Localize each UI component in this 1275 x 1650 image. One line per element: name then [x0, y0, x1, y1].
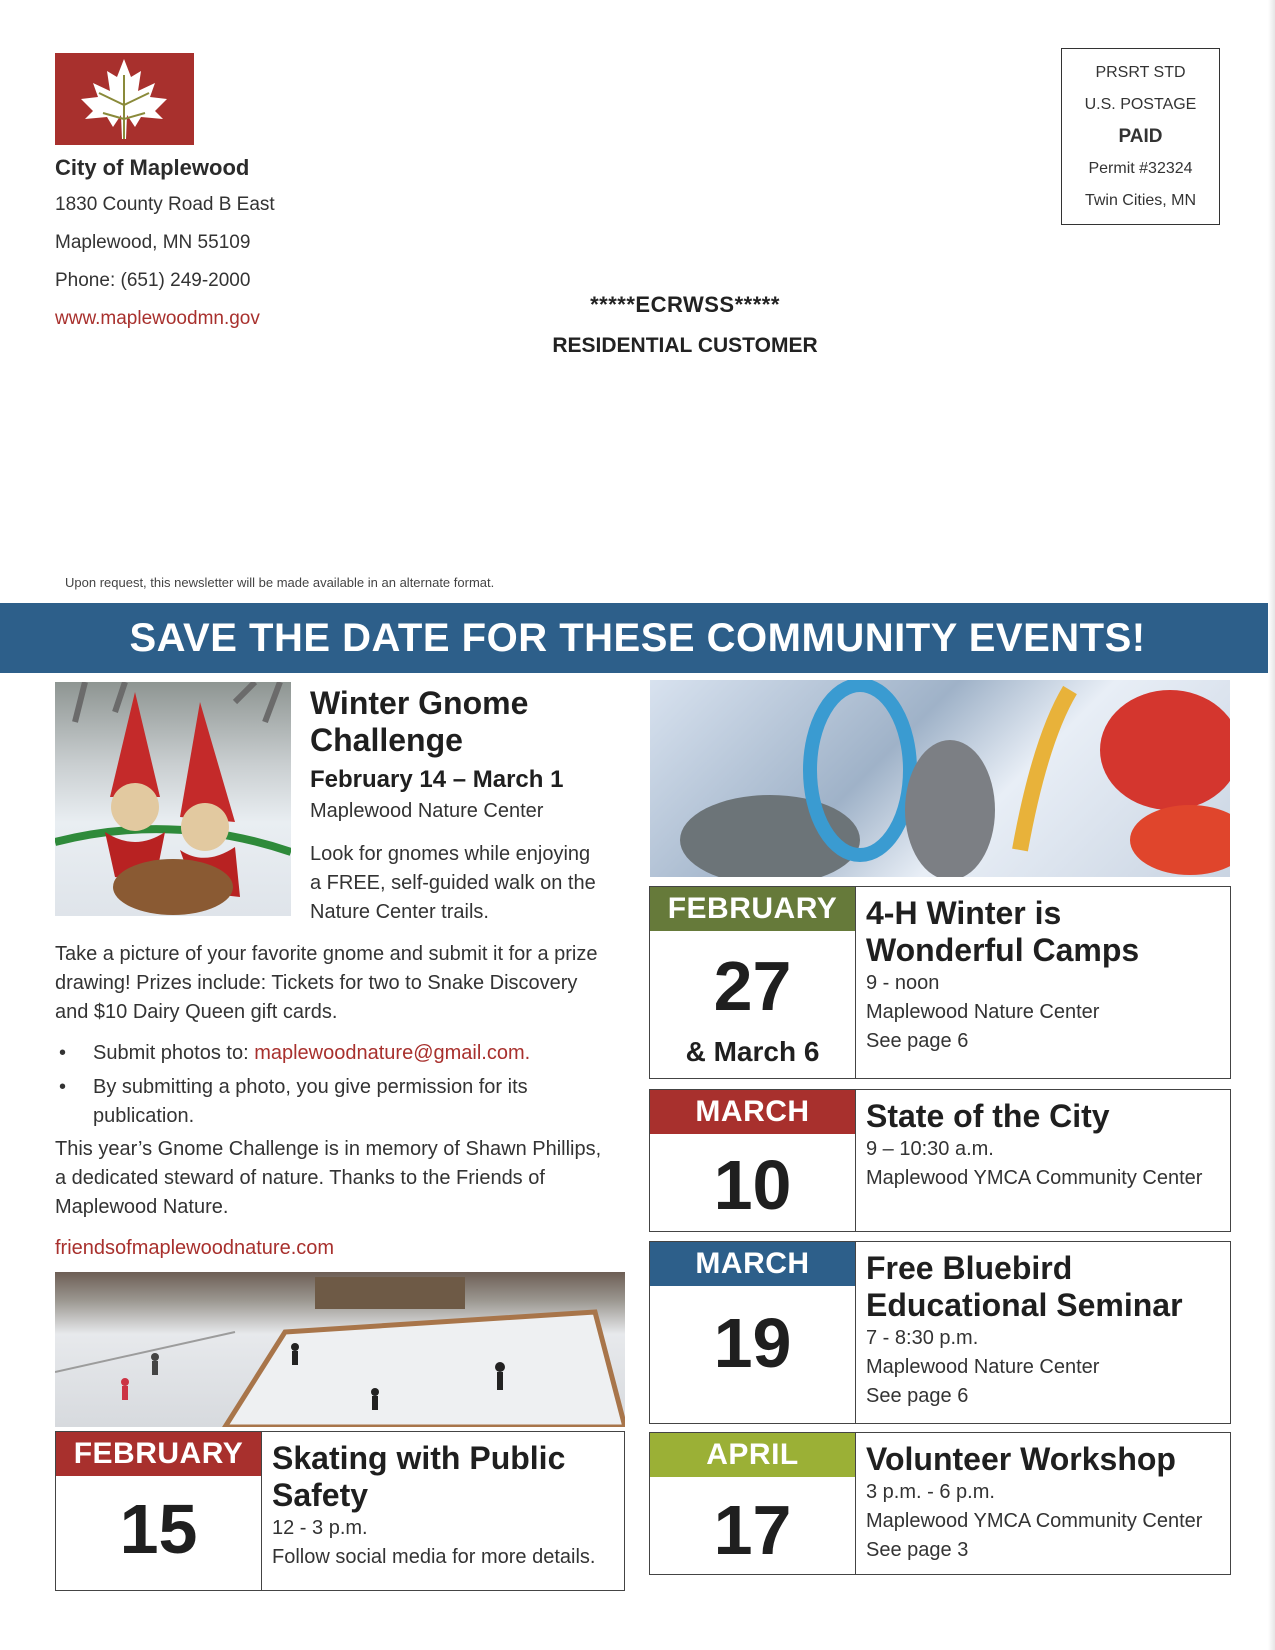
phone-number: Phone: (651) 249-2000 [55, 270, 251, 291]
event-time: 7 - 8:30 p.m. [866, 1327, 979, 1349]
paragraph-line: drawing! Prizes include: Tickets for two to Snake Discovery [55, 972, 578, 994]
street-address: 1830 County Road B East [55, 194, 275, 215]
event-date-block [650, 1433, 856, 1574]
event-card[interactable] [649, 1089, 1231, 1232]
memorial-paragraph [55, 1135, 630, 1222]
event-time: 9 – 10:30 a.m. [866, 1138, 994, 1160]
bullet-text: By submitting a photo, you give permission for its [93, 1076, 528, 1098]
paragraph-line: Maplewood Nature. [55, 1196, 229, 1218]
event-day: 15 [119, 1490, 198, 1568]
bullet-text: publication. [93, 1105, 195, 1127]
postage-line: U.S. POSTAGE [1084, 96, 1197, 113]
event-time: 12 - 3 p.m. [272, 1517, 368, 1539]
event-card[interactable] [649, 1241, 1231, 1424]
page-edge [1268, 0, 1275, 1650]
event-month: FEBRUARY [650, 887, 855, 931]
event-info [866, 895, 1139, 1056]
paragraph-line: and $10 Dairy Queen gift cards. [55, 1001, 338, 1023]
event-date-block [650, 1090, 856, 1231]
event-detail: Follow social media for more details. [272, 1546, 596, 1568]
event-location: Maplewood Nature Center [866, 1001, 1100, 1023]
event-extra-date: & March 6 [685, 1036, 820, 1067]
event-title: State of the City [866, 1098, 1110, 1134]
paragraph-line: a dedicated steward of nature. Thanks to the Friends of [55, 1167, 545, 1189]
postage-indicia [1061, 48, 1220, 225]
event-info [866, 1441, 1202, 1565]
event-day: 19 [713, 1304, 792, 1382]
save-the-date-banner: SAVE THE DATE FOR THESE COMMUNITY EVENTS! [0, 603, 1275, 673]
postage-paid: PAID [1118, 126, 1163, 147]
event-date-block [56, 1432, 262, 1590]
event-title: Volunteer Workshop [866, 1441, 1176, 1477]
gnome-desc-line: a FREE, self-guided walk on the [310, 872, 596, 894]
event-title: Wonderful Camps [866, 932, 1140, 968]
event-info [866, 1250, 1183, 1411]
gnome-title [310, 685, 528, 759]
paragraph-line: Take a picture of your favorite gnome and submit it for a prize [55, 943, 598, 965]
event-month: MARCH [650, 1090, 855, 1134]
bullet-submit-photos [55, 1039, 630, 1068]
event-location: Maplewood Nature Center [866, 1356, 1100, 1378]
event-title: Educational Seminar [866, 1287, 1183, 1323]
postage-line: PRSRT STD [1095, 64, 1186, 81]
gnome-title-line: Winter Gnome [310, 685, 529, 721]
gnome-prize-paragraph [55, 940, 630, 1027]
event-info [866, 1098, 1202, 1193]
bullet-text: Submit photos to: [93, 1042, 255, 1064]
ecrwss-line: *****ECRWSS***** [590, 292, 780, 317]
postage-line: Twin Cities, MN [1084, 192, 1197, 209]
friends-website-link[interactable]: friendsofmaplewoodnature.com [55, 1237, 335, 1259]
city-logo [55, 53, 194, 145]
event-info [272, 1440, 595, 1572]
bullet-permission [55, 1073, 630, 1131]
event-month: MARCH [650, 1242, 855, 1286]
event-location: Maplewood YMCA Community Center [866, 1167, 1203, 1189]
maple-leaf-icon [55, 53, 194, 145]
event-title: Free Bluebird [866, 1250, 1073, 1286]
gnome-desc-line: Look for gnomes while enjoying [310, 843, 591, 865]
org-name: City of Maplewood [55, 155, 250, 180]
event-page-ref: See page 6 [866, 1385, 969, 1407]
event-date-block [650, 887, 856, 1078]
event-page-ref: See page 6 [866, 1030, 969, 1052]
event-date-block [650, 1242, 856, 1423]
gnome-description [310, 840, 620, 927]
gnome-photo [55, 682, 291, 916]
postage-permit: Permit #32324 [1088, 160, 1193, 177]
event-day: 17 [713, 1491, 792, 1569]
gnome-location: Maplewood Nature Center [310, 800, 544, 822]
paragraph-line: This year’s Gnome Challenge is in memory of Shawn Phillips, [55, 1138, 602, 1160]
city-state-zip: Maplewood, MN 55109 [55, 232, 251, 253]
email-link[interactable]: maplewoodnature@gmail.com. [254, 1042, 531, 1064]
bullet-icon: • [59, 1042, 67, 1064]
event-title: Skating with Public [272, 1440, 566, 1476]
event-title: 4-H Winter is [866, 895, 1062, 931]
event-day: 10 [713, 1146, 792, 1224]
event-card[interactable] [55, 1431, 625, 1591]
event-title: Safety [272, 1477, 369, 1513]
event-month: APRIL [650, 1433, 855, 1477]
event-card[interactable] [649, 886, 1231, 1079]
event-time: 3 p.m. - 6 p.m. [866, 1481, 995, 1503]
gnome-title-line: Challenge [310, 722, 463, 758]
recipient-line: RESIDENTIAL CUSTOMER [552, 334, 818, 357]
bullet-icon: • [59, 1076, 67, 1098]
event-time: 9 - noon [866, 972, 940, 994]
website-link[interactable]: www.maplewoodmn.gov [55, 308, 260, 329]
event-page-ref: See page 3 [866, 1539, 969, 1561]
snowshoe-photo [650, 680, 1230, 877]
event-card[interactable] [649, 1432, 1231, 1575]
gnome-desc-line: Nature Center trails. [310, 901, 489, 923]
event-location: Maplewood YMCA Community Center [866, 1510, 1203, 1532]
event-day: 27 [713, 947, 792, 1025]
event-month: FEBRUARY [56, 1432, 261, 1476]
alt-format-note: Upon request, this newsletter will be made available in an alternate format. [65, 575, 495, 590]
gnome-dates: February 14 – March 1 [310, 766, 564, 793]
skating-rink-photo [55, 1272, 625, 1427]
